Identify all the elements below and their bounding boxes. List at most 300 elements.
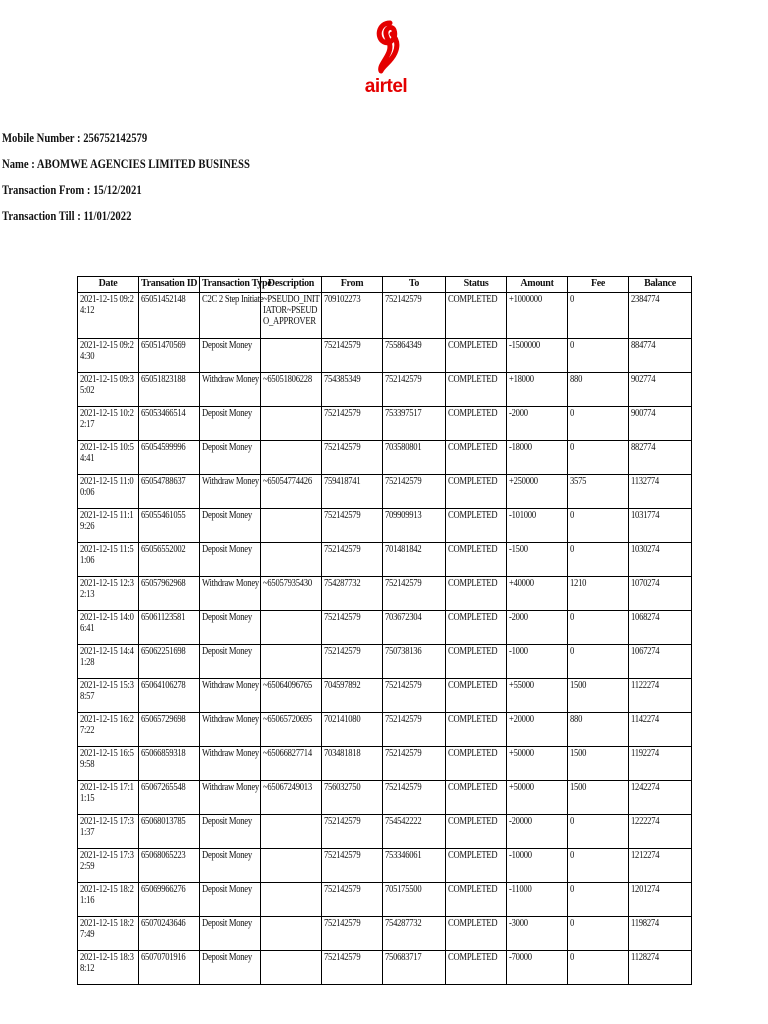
cell-transaction-id-text: 65068065223 — [141, 850, 186, 861]
cell-description-text: ~65057935430 — [263, 578, 312, 589]
cell-to-text: 703580801 — [385, 442, 422, 453]
cell-fee-text: 0 — [570, 646, 575, 657]
cell-fee — [568, 441, 629, 475]
cell-transaction-type-text: Deposit Money — [202, 646, 252, 657]
cell-from — [322, 611, 383, 645]
cell-amount — [507, 747, 568, 781]
cell-from-text: 703481818 — [324, 748, 361, 759]
cell-transaction-id — [139, 611, 200, 645]
table-row — [78, 339, 692, 373]
cell-date — [78, 713, 139, 747]
airtel-logo — [360, 20, 412, 102]
cell-description — [261, 543, 322, 577]
cell-amount-text: -20000 — [509, 816, 532, 827]
cell-transaction-id — [139, 509, 200, 543]
cell-fee-text: 880 — [570, 374, 583, 385]
cell-from — [322, 679, 383, 713]
cell-fee — [568, 917, 629, 951]
cell-fee — [568, 611, 629, 645]
cell-balance — [629, 713, 692, 747]
cell-status — [446, 475, 507, 509]
cell-from-text: 756032750 — [324, 782, 361, 793]
cell-date-text: 2021-12-15 12:32:13 — [80, 578, 134, 600]
cell-amount-text: +50000 — [509, 748, 534, 759]
cell-date-text: 2021-12-15 11:51:06 — [80, 544, 134, 566]
cell-date — [78, 339, 139, 373]
cell-from — [322, 339, 383, 373]
cell-date — [78, 747, 139, 781]
cell-amount-text: +18000 — [509, 374, 534, 385]
cell-from — [322, 475, 383, 509]
cell-to — [383, 293, 446, 339]
cell-amount — [507, 293, 568, 339]
cell-from-text: 752142579 — [324, 884, 361, 895]
cell-balance — [629, 293, 692, 339]
cell-amount — [507, 441, 568, 475]
cell-from — [322, 883, 383, 917]
cell-amount-text: -1500 — [509, 544, 528, 555]
cell-transaction-type — [200, 577, 261, 611]
cell-fee — [568, 577, 629, 611]
cell-balance — [629, 849, 692, 883]
table-row — [78, 509, 692, 543]
cell-description-text: ~65064096765 — [263, 680, 312, 691]
cell-fee — [568, 679, 629, 713]
cell-transaction-id-text: 65069966276 — [141, 884, 186, 895]
cell-to — [383, 883, 446, 917]
cell-date-text: 2021-12-15 09:24:12 — [80, 294, 134, 316]
cell-from-text: 752142579 — [324, 612, 361, 623]
cell-date — [78, 781, 139, 815]
cell-to-text: 709909913 — [385, 510, 422, 521]
cell-transaction-type-text: Deposit Money — [202, 952, 252, 963]
cell-to-text: 750738136 — [385, 646, 422, 657]
cell-status — [446, 339, 507, 373]
cell-transaction-type-text: Withdraw Money — [202, 476, 259, 487]
cell-balance-text: 2384774 — [631, 294, 660, 305]
cell-transaction-type-text: Withdraw Money — [202, 782, 259, 793]
cell-transaction-id — [139, 543, 200, 577]
cell-date — [78, 577, 139, 611]
cell-transaction-id — [139, 679, 200, 713]
cell-transaction-id — [139, 407, 200, 441]
cell-fee-text: 0 — [570, 884, 575, 895]
cell-to-text: 752142579 — [385, 294, 422, 305]
cell-balance — [629, 373, 692, 407]
table-row — [78, 883, 692, 917]
cell-transaction-id — [139, 475, 200, 509]
cell-transaction-type-text: Deposit Money — [202, 918, 252, 929]
cell-to — [383, 441, 446, 475]
transaction-till: Transaction Till : 11/01/2022 — [2, 208, 132, 223]
cell-amount-text: -2000 — [509, 612, 528, 623]
cell-date — [78, 951, 139, 985]
cell-status-text: COMPLETED — [448, 374, 498, 385]
cell-status-text: COMPLETED — [448, 476, 498, 487]
cell-transaction-id-text: 65051470569 — [141, 340, 186, 351]
cell-to-text: 703672304 — [385, 612, 422, 623]
cell-description — [261, 373, 322, 407]
cell-transaction-type — [200, 407, 261, 441]
cell-status — [446, 543, 507, 577]
cell-status — [446, 645, 507, 679]
cell-balance-text: 1122274 — [631, 680, 659, 691]
cell-transaction-type-text: Withdraw Money — [202, 680, 259, 691]
table-row — [78, 951, 692, 985]
cell-amount-text: -1500000 — [509, 340, 540, 351]
header-amount: Amount — [507, 277, 568, 293]
table-row — [78, 373, 692, 407]
cell-date — [78, 407, 139, 441]
cell-from-text: 702141080 — [324, 714, 361, 725]
cell-to — [383, 577, 446, 611]
cell-transaction-id-text: 65055461055 — [141, 510, 186, 521]
cell-transaction-type — [200, 645, 261, 679]
cell-transaction-type-text: Deposit Money — [202, 850, 252, 861]
cell-from-text: 709102273 — [324, 294, 361, 305]
cell-status — [446, 611, 507, 645]
cell-to — [383, 849, 446, 883]
cell-fee-text: 0 — [570, 510, 575, 521]
cell-date — [78, 849, 139, 883]
cell-balance — [629, 917, 692, 951]
cell-amount-text: -11000 — [509, 884, 532, 895]
cell-transaction-id-text: 65067265548 — [141, 782, 186, 793]
cell-from-text: 752142579 — [324, 340, 361, 351]
cell-to — [383, 407, 446, 441]
cell-date-text: 2021-12-15 11:19:26 — [80, 510, 134, 532]
table-row — [78, 475, 692, 509]
cell-balance-text: 1132774 — [631, 476, 659, 487]
cell-balance-text: 1212274 — [631, 850, 660, 861]
cell-amount-text: +55000 — [509, 680, 534, 691]
cell-status — [446, 883, 507, 917]
cell-description — [261, 611, 322, 645]
cell-status-text: COMPLETED — [448, 952, 498, 963]
cell-balance — [629, 475, 692, 509]
cell-date — [78, 883, 139, 917]
table-row — [78, 577, 692, 611]
cell-from — [322, 441, 383, 475]
cell-from-text: 752142579 — [324, 918, 361, 929]
cell-status — [446, 747, 507, 781]
table-row — [78, 543, 692, 577]
cell-from-text: 752142579 — [324, 646, 361, 657]
cell-description — [261, 679, 322, 713]
cell-status-text: COMPLETED — [448, 442, 498, 453]
header-status: Status — [446, 277, 507, 293]
cell-to-text: 752142579 — [385, 578, 422, 589]
cell-date — [78, 509, 139, 543]
cell-date-text: 2021-12-15 18:38:12 — [80, 952, 134, 974]
cell-fee — [568, 293, 629, 339]
cell-description — [261, 577, 322, 611]
cell-amount-text: +50000 — [509, 782, 534, 793]
cell-transaction-type-text: Withdraw Money — [202, 714, 259, 725]
cell-date-text: 2021-12-15 17:32:59 — [80, 850, 134, 872]
cell-balance-text: 1222274 — [631, 816, 660, 827]
cell-transaction-type — [200, 849, 261, 883]
cell-status — [446, 815, 507, 849]
cell-amount — [507, 713, 568, 747]
cell-fee-text: 0 — [570, 408, 575, 419]
cell-from — [322, 815, 383, 849]
cell-balance — [629, 883, 692, 917]
cell-status — [446, 407, 507, 441]
cell-balance — [629, 815, 692, 849]
cell-transaction-type — [200, 713, 261, 747]
cell-fee — [568, 407, 629, 441]
account-info — [2, 125, 250, 229]
header-transaction-type: Transaction Type — [200, 277, 261, 293]
cell-description — [261, 951, 322, 985]
cell-to-text: 753346061 — [385, 850, 422, 861]
cell-transaction-id — [139, 339, 200, 373]
cell-fee-text: 0 — [570, 294, 575, 305]
cell-description — [261, 747, 322, 781]
cell-amount — [507, 883, 568, 917]
cell-amount — [507, 781, 568, 815]
cell-to — [383, 611, 446, 645]
cell-balance-text: 1242274 — [631, 782, 660, 793]
cell-status-text: COMPLETED — [448, 612, 498, 623]
cell-amount-text: +20000 — [509, 714, 534, 725]
cell-transaction-type — [200, 883, 261, 917]
cell-amount-text: -18000 — [509, 442, 532, 453]
cell-balance — [629, 951, 692, 985]
cell-to-text: 752142579 — [385, 782, 422, 793]
cell-transaction-type — [200, 679, 261, 713]
cell-description — [261, 509, 322, 543]
cell-to — [383, 781, 446, 815]
table-row — [78, 747, 692, 781]
cell-status-text: COMPLETED — [448, 782, 498, 793]
cell-to — [383, 339, 446, 373]
cell-status-text: COMPLETED — [448, 408, 498, 419]
cell-fee — [568, 951, 629, 985]
cell-fee-text: 0 — [570, 612, 575, 623]
cell-description — [261, 293, 322, 339]
cell-transaction-type — [200, 781, 261, 815]
cell-transaction-id-text: 65070701916 — [141, 952, 186, 963]
header-transaction-id: Transation ID — [139, 277, 200, 293]
cell-balance — [629, 781, 692, 815]
cell-date — [78, 645, 139, 679]
cell-from — [322, 543, 383, 577]
cell-balance — [629, 441, 692, 475]
cell-from-text: 752142579 — [324, 408, 361, 419]
cell-from — [322, 373, 383, 407]
cell-transaction-id-text: 65065729698 — [141, 714, 186, 725]
cell-transaction-type — [200, 475, 261, 509]
account-name: Name : ABOMWE AGENCIES LIMITED BUSINESS — [2, 156, 250, 171]
cell-description — [261, 883, 322, 917]
cell-amount-text: +40000 — [509, 578, 534, 589]
cell-amount — [507, 543, 568, 577]
cell-amount — [507, 645, 568, 679]
cell-date — [78, 679, 139, 713]
cell-to — [383, 543, 446, 577]
cell-fee — [568, 815, 629, 849]
cell-status-text: COMPLETED — [448, 714, 498, 725]
cell-date-text: 2021-12-15 10:54:41 — [80, 442, 134, 464]
cell-fee-text: 0 — [570, 918, 575, 929]
cell-transaction-id-text: 65070243646 — [141, 918, 186, 929]
cell-fee — [568, 713, 629, 747]
cell-to — [383, 475, 446, 509]
cell-from-text: 704597892 — [324, 680, 361, 691]
cell-to — [383, 815, 446, 849]
cell-to-text: 755864349 — [385, 340, 422, 351]
cell-date — [78, 441, 139, 475]
cell-amount — [507, 475, 568, 509]
cell-amount-text: -3000 — [509, 918, 528, 929]
cell-fee — [568, 781, 629, 815]
table-row — [78, 815, 692, 849]
cell-status-text: COMPLETED — [448, 578, 498, 589]
table-row — [78, 849, 692, 883]
cell-fee — [568, 543, 629, 577]
cell-from — [322, 781, 383, 815]
cell-transaction-id-text: 65053466514 — [141, 408, 186, 419]
cell-status-text: COMPLETED — [448, 680, 498, 691]
cell-from-text: 752142579 — [324, 952, 361, 963]
cell-to-text: 752142579 — [385, 374, 422, 385]
cell-transaction-id — [139, 951, 200, 985]
cell-to-text: 701481842 — [385, 544, 422, 555]
cell-transaction-type-text: Deposit Money — [202, 544, 252, 555]
cell-balance-text: 1070274 — [631, 578, 660, 589]
cell-status-text: COMPLETED — [448, 884, 498, 895]
cell-transaction-type — [200, 747, 261, 781]
cell-to-text: 752142579 — [385, 476, 422, 487]
cell-amount — [507, 951, 568, 985]
cell-transaction-type-text: Deposit Money — [202, 816, 252, 827]
cell-from — [322, 577, 383, 611]
cell-transaction-id — [139, 883, 200, 917]
cell-date — [78, 293, 139, 339]
cell-to-text: 754542222 — [385, 816, 422, 827]
table-row — [78, 407, 692, 441]
cell-transaction-type — [200, 951, 261, 985]
cell-transaction-type-text: C2C 2 Step Initiate — [202, 294, 264, 305]
cell-date-text: 2021-12-15 17:31:37 — [80, 816, 134, 838]
cell-from-text: 752142579 — [324, 510, 361, 521]
cell-to — [383, 917, 446, 951]
cell-transaction-id-text: 65054599996 — [141, 442, 186, 453]
cell-balance — [629, 543, 692, 577]
cell-transaction-type-text: Deposit Money — [202, 612, 252, 623]
cell-transaction-type — [200, 917, 261, 951]
cell-transaction-type-text: Withdraw Money — [202, 374, 259, 385]
cell-amount — [507, 339, 568, 373]
cell-date — [78, 815, 139, 849]
cell-date — [78, 475, 139, 509]
cell-description — [261, 917, 322, 951]
cell-date-text: 2021-12-15 14:06:41 — [80, 612, 134, 634]
cell-transaction-id-text: 65057962968 — [141, 578, 186, 589]
cell-description — [261, 339, 322, 373]
cell-transaction-type — [200, 509, 261, 543]
cell-date-text: 2021-12-15 18:27:49 — [80, 918, 134, 940]
cell-balance-text: 1067274 — [631, 646, 660, 657]
cell-date — [78, 543, 139, 577]
cell-amount-text: -70000 — [509, 952, 532, 963]
cell-transaction-type — [200, 815, 261, 849]
cell-transaction-id — [139, 293, 200, 339]
cell-fee-text: 1500 — [570, 748, 587, 759]
cell-to-text: 752142579 — [385, 714, 422, 725]
transactions-table — [77, 276, 692, 985]
cell-transaction-id-text: 65051452148 — [141, 294, 186, 305]
cell-from — [322, 713, 383, 747]
cell-amount — [507, 577, 568, 611]
cell-status — [446, 441, 507, 475]
table-row — [78, 441, 692, 475]
cell-transaction-id-text: 65068013785 — [141, 816, 186, 827]
cell-amount-text: +250000 — [509, 476, 538, 487]
cell-amount-text: -101000 — [509, 510, 536, 521]
cell-from — [322, 407, 383, 441]
cell-balance — [629, 407, 692, 441]
cell-to-text: 752142579 — [385, 680, 422, 691]
cell-status — [446, 713, 507, 747]
cell-transaction-id-text: 65056552002 — [141, 544, 186, 555]
cell-balance — [629, 679, 692, 713]
cell-status — [446, 951, 507, 985]
cell-balance-text: 882774 — [631, 442, 656, 453]
cell-amount-text: -1000 — [509, 646, 528, 657]
cell-amount-text: +1000000 — [509, 294, 542, 305]
cell-transaction-id — [139, 373, 200, 407]
cell-balance-text: 1068274 — [631, 612, 660, 623]
cell-balance — [629, 611, 692, 645]
cell-from — [322, 645, 383, 679]
cell-to — [383, 951, 446, 985]
cell-amount-text: -10000 — [509, 850, 532, 861]
cell-from-text: 754287732 — [324, 578, 361, 589]
cell-description-text: ~65054774426 — [263, 476, 312, 487]
cell-status-text: COMPLETED — [448, 646, 498, 657]
cell-to — [383, 713, 446, 747]
cell-date-text: 2021-12-15 10:22:17 — [80, 408, 134, 430]
cell-amount — [507, 849, 568, 883]
header-description: Description — [261, 277, 322, 293]
table-row — [78, 713, 692, 747]
cell-transaction-type-text: Deposit Money — [202, 442, 252, 453]
cell-to-text: 754287732 — [385, 918, 422, 929]
cell-fee — [568, 645, 629, 679]
mobile-number: Mobile Number : 256752142579 — [2, 130, 148, 145]
cell-transaction-id-text: 65051823188 — [141, 374, 186, 385]
cell-to-text: 705175500 — [385, 884, 422, 895]
table-row — [78, 917, 692, 951]
cell-date-text: 2021-12-15 15:38:57 — [80, 680, 134, 702]
cell-transaction-id-text: 65066859318 — [141, 748, 186, 759]
table-row — [78, 645, 692, 679]
cell-balance-text: 900774 — [631, 408, 656, 419]
cell-transaction-id — [139, 781, 200, 815]
cell-fee-text: 1500 — [570, 680, 587, 691]
cell-fee — [568, 849, 629, 883]
cell-transaction-type-text: Deposit Money — [202, 884, 252, 895]
cell-fee — [568, 373, 629, 407]
cell-date-text: 2021-12-15 09:24:30 — [80, 340, 134, 362]
cell-description-text: ~65066827714 — [263, 748, 312, 759]
cell-fee-text: 0 — [570, 816, 575, 827]
cell-to — [383, 509, 446, 543]
cell-status-text: COMPLETED — [448, 544, 498, 555]
